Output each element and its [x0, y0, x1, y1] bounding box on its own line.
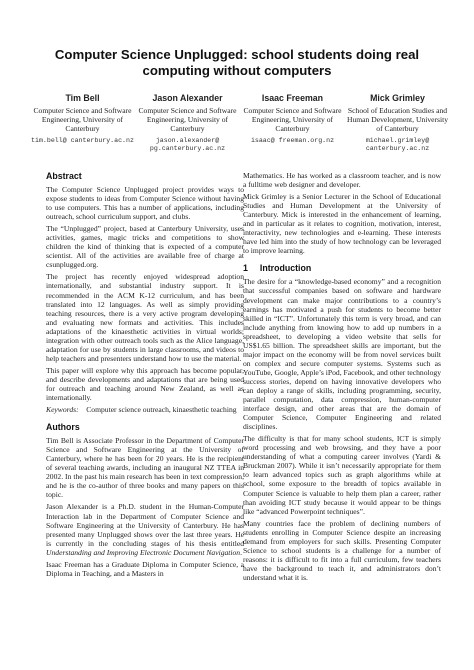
right-column	[243, 171, 441, 585]
abstract-paragraph: The project has recently enjoyed widespread adoption internationally, and substantial industry support. It is recommended in the ACM K-12 curriculum, and has been translated into 12 languages. As well as simply providing teaching resources, there is a very active program developing and evaluating new formats and activities. This includes adaptations of the kinaesthetic activities in virtual worlds; integration with other outreach tools such as the Alice language, adaptation for use by students in large classrooms, and videos to help teachers and presenters understand how to use the material.	[46, 272, 244, 363]
abstract-heading: Abstract	[46, 171, 82, 181]
thesis-title: Understanding and Improving Electronic Document Navigation	[46, 547, 241, 557]
abstract-paragraph: The Computer Science Unplugged project provides ways to expose students to ideas from Computer Science without having to use computers. This has a number of applications, including outreach, school curriculum support, and clubs.	[46, 185, 244, 222]
introduction-heading	[243, 263, 441, 273]
body-paragraph: The difficulty is that for many school students, ICT is simply word processing and web browsing, and they have a poor understanding of what a computing career involves (Yardi & Bruckman 2007). While it isn’t necessarily appropriate for them to learn advanced topics such as graph algorithms while at school, some exposure to the breadth of topics available in Computer Science is valuable to help them plan a career, rather than avoiding ICT study because it would appear to be things like “advanced Powerpoint techniques”.	[243, 434, 441, 516]
body-paragraph: The desire for a “knowledge-based economy” and a recognition that successful companies based on software and hardware development can make major contributions to a country’s earnings has motivated a push for students to become better skilled in “ICT”. Unfortunately this term is very broad, and can include anything from knowing how to add up numbers in a spreadsheet, to developing a video website that sells for US$1.65 billion. The spreadsheet skills are important, but the major impact on the economy will be from novel services built on complex and secure computer systems. Systems such as YouTube, Google, Apple’s iPod, Facebook, and other technology success stories, depend on having innovative developers who can deploy a range of skills, including programming, security, parallel computation, data compression, human-computer interface design, and other areas that are the domain of Computer Science, Computer Engineering and related disciplines.	[243, 277, 441, 432]
author-name: Isaac Freeman	[261, 93, 324, 103]
author-bio: Mathematics. He has worked as a classroom teacher, and is now a fulltime web designer and developer.	[243, 171, 441, 190]
abstract-paragraph: This paper will explore why this approach has become popular, and describe developments and adaptations that are being used for outreach and teaching around New Zealand, as well as internationally.	[46, 365, 244, 403]
author-email: tim.bell@ canterbury.ac.nz	[31, 136, 134, 144]
abstract-paragraph: The “Unplugged” project, based at Canterbury University, uses activities, games, magic tricks and competitions to show children the kind of thinking that is expected of a computer scientist. All of the activities are available free of charge at csunplugged.org.	[46, 224, 244, 270]
author-email: jason.alexander@ pg.canterbury.ac.nz	[149, 136, 226, 153]
keywords-label: Keywords:	[46, 405, 79, 415]
body-paragraph: Many countries face the problem of declining numbers of students enrolling in Computer Science despite an increasing demand from employers for such skills. Presenting Computer Science to school students is a challenge for a number of reasons: it is difficult to fit into a full curriculum, few teachers have the background to teach it, and administrators don’t understand what it is.	[243, 518, 441, 582]
author-name: Mick Grimley	[370, 93, 425, 103]
keywords-line	[46, 405, 244, 414]
author-tim-bell	[30, 93, 135, 153]
bio-text: Jason Alexander is a Ph.D. student in the Human-Computer Interaction lab in the Department of Computer Science and Software Engineering at the University of Canterbury. He has presented many Unplugged shows over the last three years. He is currently in the concluding stages of his thesis entitled	[46, 502, 244, 548]
author-bio: Tim Bell is Associate Professor in the Department of Computer Science and Software Engineering at the University of Canterbury, where he has been for 20 years. He is the recipient of several teaching awards, including an inaugural NZ TTEA in 2002. In the past his main research has been in text compression, and he is the co-author of three books and many papers on this topic.	[46, 436, 244, 500]
author-isaac-freeman	[240, 93, 345, 153]
paper-title: Computer Science Unplugged: school students doing real computing without computers	[54, 47, 420, 78]
keywords-text: Computer science outreach, kinaesthetic teaching	[86, 405, 237, 415]
author-name: Tim Bell	[65, 93, 100, 103]
author-email: isaac@ freeman.org.nz	[250, 136, 335, 144]
left-column	[46, 171, 244, 581]
author-jason-alexander	[135, 93, 240, 153]
author-affiliation: Computer Science and Software Engineering, University of Canterbury	[138, 106, 237, 133]
author-block	[30, 93, 450, 153]
author-mick-grimley	[345, 93, 450, 153]
authors-heading: Authors	[46, 422, 80, 433]
author-email: michael.grimley@ canterbury.ac.nz	[365, 136, 430, 153]
bio-text: .	[240, 547, 243, 557]
author-bio	[46, 502, 244, 556]
author-name: Jason Alexander	[152, 93, 223, 103]
author-bio: Mick Grimley is a Senior Lecturer in the School of Educational Studies and Human Development at the University of Canterbury. Mick is interested in the enhancement of learning, and in particular as it relates to cognition, motivation, interest, interactivity, new technologies and e-learning. These interests have led him into the study of how technology can be leveraged to improve learning.	[243, 192, 441, 256]
author-affiliation: School of Education Studies and Human Development, University of Canterbury	[346, 106, 449, 133]
section-number: 1	[243, 263, 248, 274]
section-title: Introduction	[259, 263, 312, 274]
author-affiliation: Computer Science and Software Engineering, University of Canterbury	[33, 106, 132, 133]
author-affiliation: Computer Science and Software Engineering, University of Canterbury	[243, 106, 342, 133]
author-bio: Isaac Freeman has a Graduate Diploma in Computer Science, a Diploma in Teaching, and a Masters in	[46, 559, 244, 578]
